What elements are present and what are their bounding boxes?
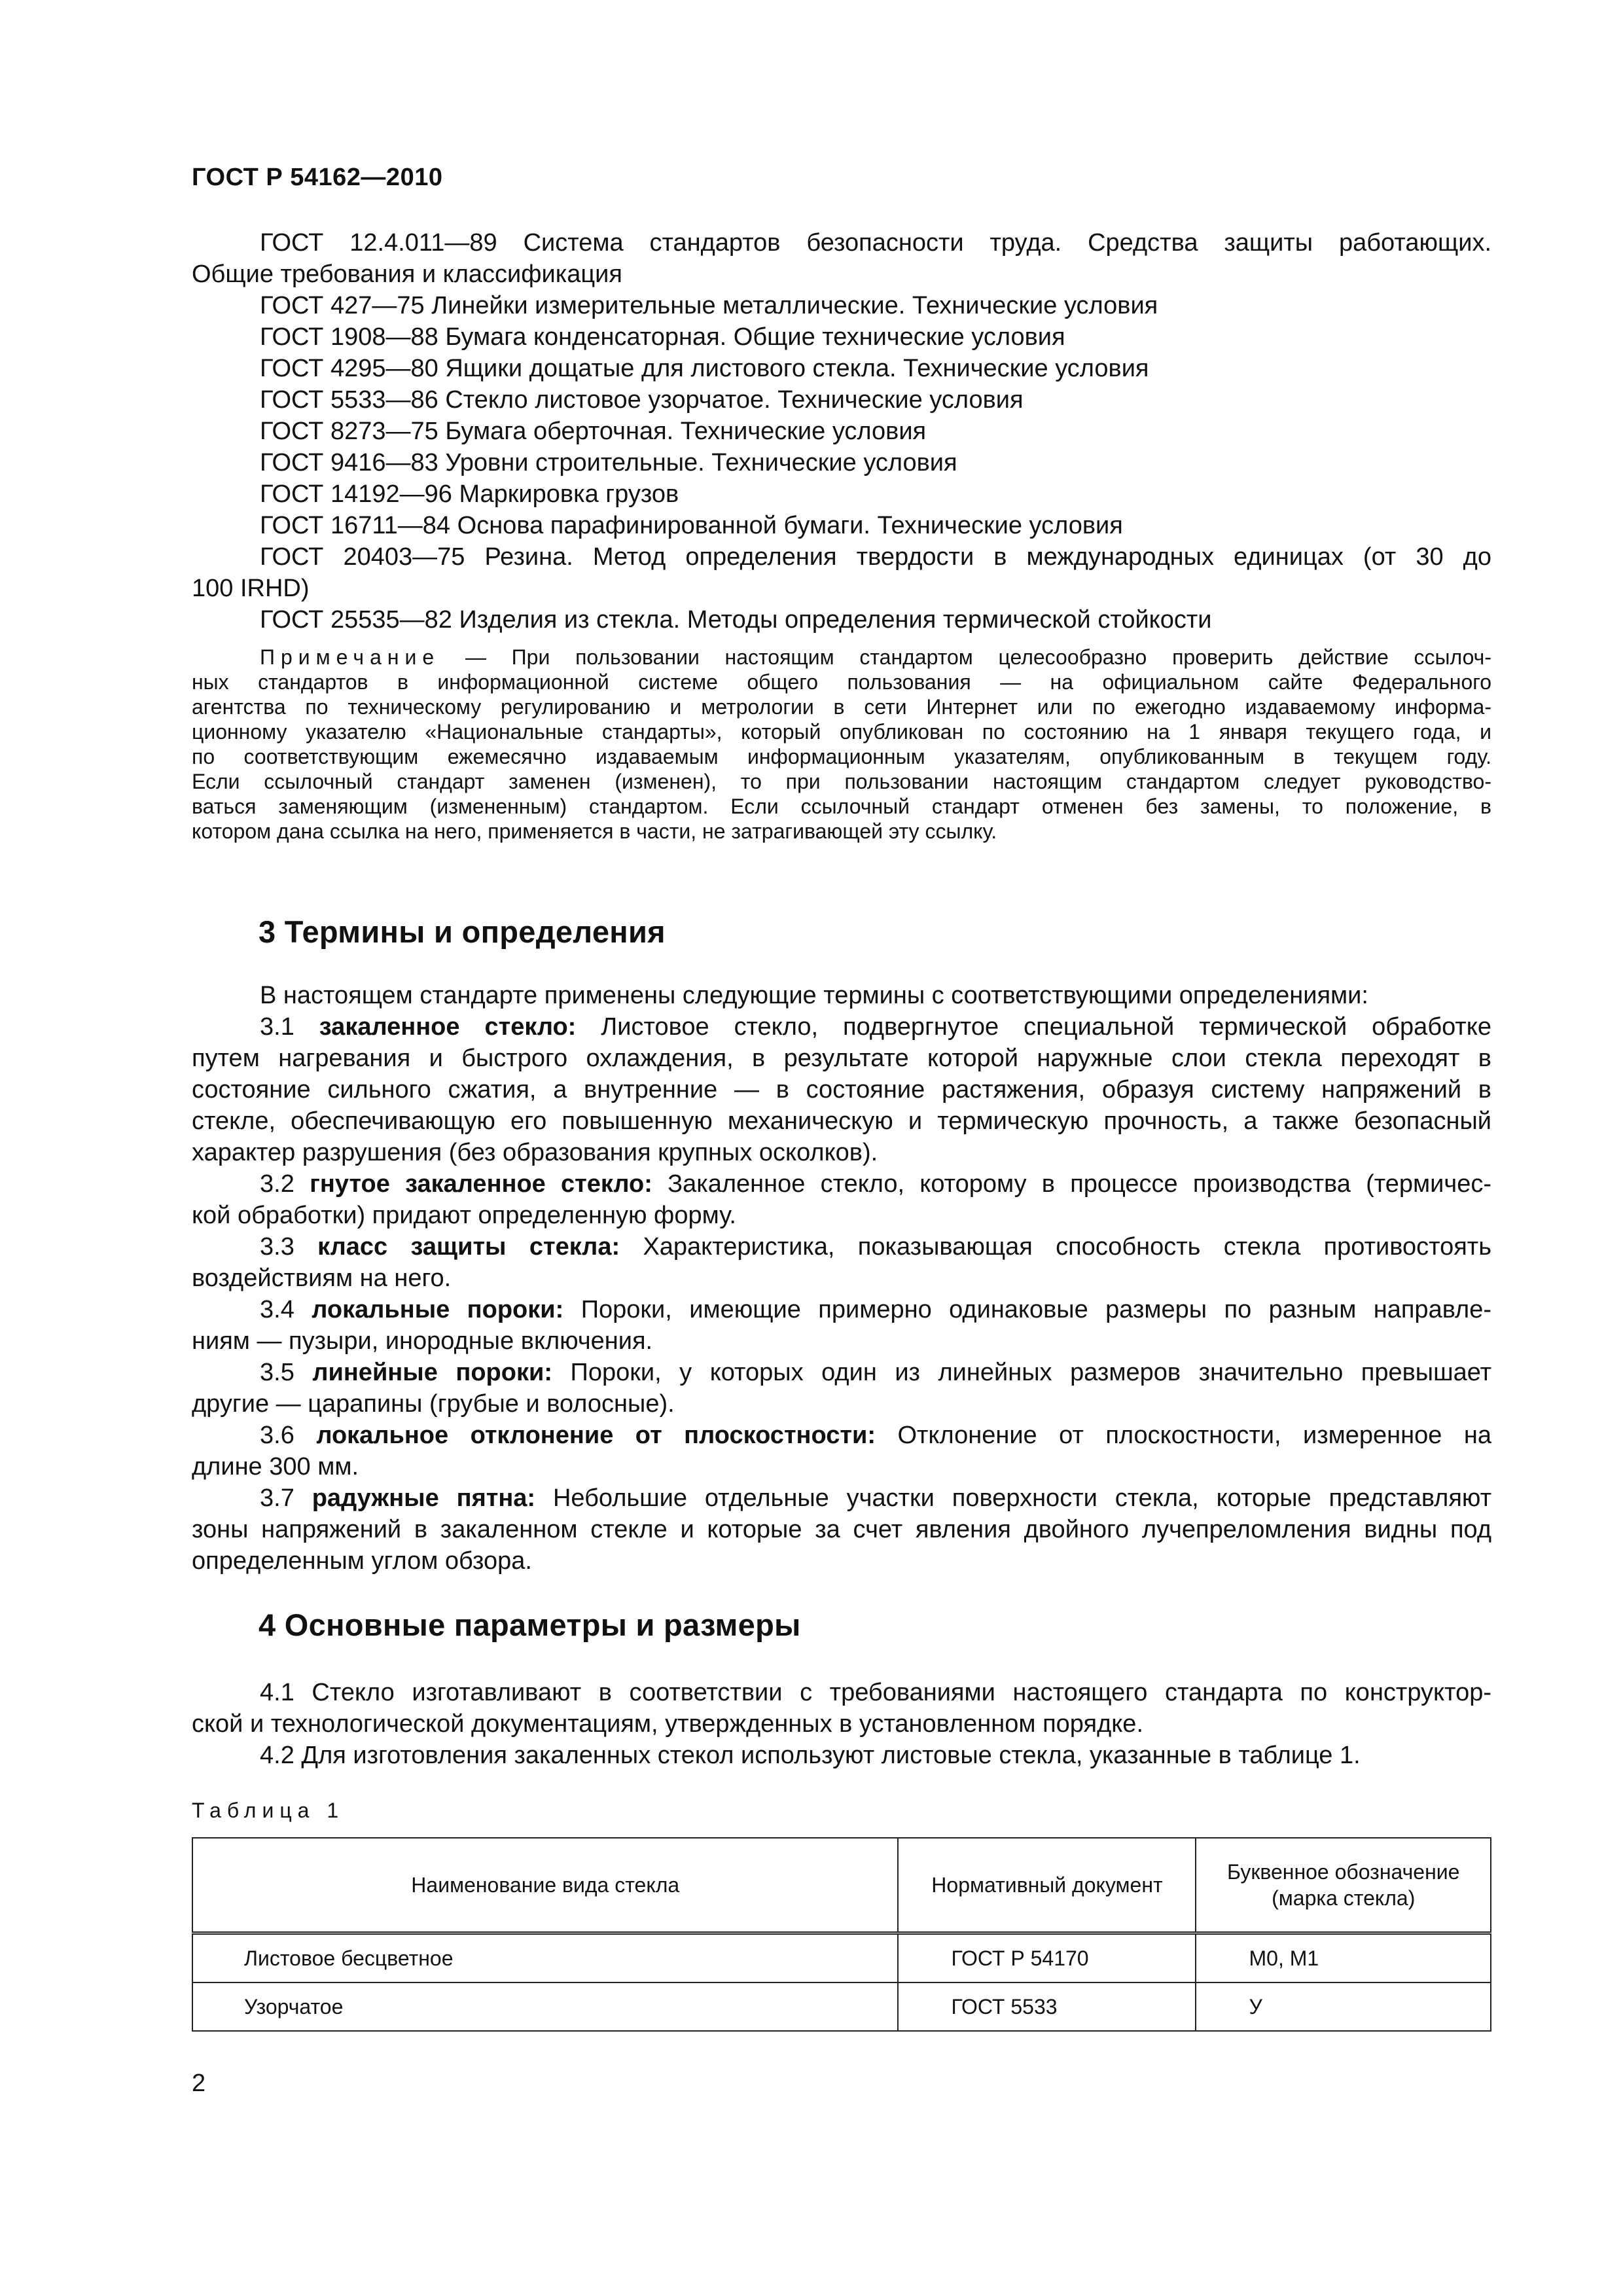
- paragraph-4-1: 4.1 Стекло изготавливают в соответствии с требованиями настоящего стандарта по конструктор-: [260, 1679, 1491, 1706]
- term-text: Характеристика, показывающая способность стекла противостоять: [643, 1233, 1491, 1261]
- table-cell: М0, М1: [1196, 1933, 1491, 1983]
- section-3-intro: В настоящем стандарте применены следующие термины с соответствующими определениями:: [260, 982, 1368, 1009]
- references-note: [192, 645, 1491, 844]
- reference-item: [192, 478, 1491, 510]
- reference-title: Основа парафинированной бумаги. Технические условия: [457, 512, 1123, 539]
- reference-item: [192, 604, 1491, 636]
- term-number: 3.5: [260, 1359, 294, 1386]
- reference-continuation: 100 IRHD): [192, 575, 310, 602]
- reference-code: ГОСТ 8273—75: [260, 418, 438, 445]
- reference-title: Ящики дощатые для листового стекла. Технические условия: [445, 355, 1149, 382]
- term-text: Пороки, у которых один из линейных размеров значительно превышает: [570, 1359, 1492, 1386]
- reference-code: ГОСТ 427—75: [260, 292, 425, 319]
- reference-title: Система стандартов безопасности труда. Средства защиты работающих.: [523, 229, 1491, 257]
- reference-title: Бумага конденсаторная. Общие технические условия: [445, 323, 1065, 351]
- term-text: стекле, обеспечивающую его повышенную механическую и термическую прочность, а также безопасный: [192, 1107, 1491, 1135]
- document-code-header: ГОСТ Р 54162—2010: [192, 164, 443, 191]
- note-line: Если ссылочный стандарт заменен (изменен), то при пользовании настоящим стандартом следует руководство-: [192, 770, 1491, 793]
- term-text: длине 300 мм.: [192, 1453, 359, 1480]
- reference-item: [192, 353, 1491, 384]
- term-text: Пороки, имеющие примерно одинаковые размеры по разным направле-: [580, 1296, 1491, 1323]
- reference-item: [192, 290, 1491, 321]
- term-text: путем нагревания и быстрого охлаждения, в результате которой наружные слои стекла переходят в: [192, 1045, 1491, 1072]
- reference-code: ГОСТ 14192—96: [260, 480, 452, 508]
- normative-references-list: [192, 227, 1491, 636]
- reference-title: Линейки измерительные металлические. Технические условия: [431, 292, 1158, 319]
- term-number: 3.4: [260, 1296, 294, 1323]
- note-line: котором дана ссылка на него, применяется в части, не затрагивающей эту ссылку.: [192, 819, 997, 843]
- term-text: состояние сильного сжатия, а внутренние — в состояние растяжения, образуя систему напряжений в: [192, 1076, 1491, 1103]
- term-definition: [192, 1011, 1491, 1168]
- term-text: другие — царапины (грубые и волосные).: [192, 1390, 675, 1418]
- term-definition: [192, 1168, 1491, 1231]
- term-number: 3.6: [260, 1422, 294, 1449]
- reference-code: ГОСТ 5533—86: [260, 386, 438, 414]
- term-number: 3.3: [260, 1233, 294, 1261]
- term-number: 3.1: [260, 1013, 294, 1041]
- page-number: 2: [192, 2070, 206, 2097]
- paragraph-4-1-cont: ской и технологической документациям, утвержденных в установленном порядке.: [192, 1710, 1144, 1738]
- term-definition: [192, 1294, 1491, 1357]
- reference-item: [192, 227, 1491, 259]
- table-caption: Таблица 1: [192, 1799, 345, 1822]
- column-header-glass-type: Наименование вида стекла: [192, 1838, 898, 1933]
- term-text: Отклонение от плоскостности, измеренное на: [897, 1422, 1492, 1449]
- reference-item: [192, 384, 1491, 416]
- reference-code: ГОСТ 25535—82: [260, 606, 452, 634]
- section-4-body: [192, 1677, 1491, 1771]
- reference-code: ГОСТ 20403—75: [260, 543, 465, 571]
- reference-continuation: Общие требования и классификация: [192, 260, 622, 288]
- reference-title: Стекло листовое узорчатое. Технические условия: [445, 386, 1024, 414]
- reference-title: Резина. Метод определения твердости в международных единицах (от 30 до: [484, 543, 1491, 571]
- reference-item: [192, 416, 1491, 447]
- terms-and-definitions: [192, 980, 1491, 1577]
- reference-code: ГОСТ 12.4.011—89: [260, 229, 497, 257]
- note-line: ционному указателю «Национальные стандарты», который опубликован по состоянию на 1 января текущего года, и: [192, 720, 1491, 744]
- reference-code: ГОСТ 4295—80: [260, 355, 438, 382]
- reference-code: ГОСТ 9416—83: [260, 449, 438, 476]
- table-header-row: [192, 1838, 1491, 1933]
- term-name: линейные пороки:: [312, 1359, 552, 1386]
- paragraph-4-2: 4.2 Для изготовления закаленных стекол используют листовые стекла, указанные в таблице 1.: [260, 1742, 1361, 1769]
- reference-title: Изделия из стекла. Методы определения термической стойкости: [459, 606, 1212, 634]
- table-row: [192, 1933, 1491, 1983]
- column-header-letter-designation: Буквенное обозначение (марка стекла): [1196, 1838, 1491, 1933]
- reference-title: Маркировка грузов: [459, 480, 679, 508]
- table-cell: Листовое бесцветное: [192, 1933, 898, 1983]
- table-cell: Узорчатое: [192, 1982, 898, 2031]
- table-cell: ГОСТ 5533: [898, 1982, 1196, 2031]
- note-line: по соответствующим ежемесячно издаваемым информационным указателям, опубликованным в текущем году.: [192, 745, 1491, 768]
- section-3-heading: 3 Термины и определения: [259, 914, 666, 949]
- note-line: Примечание — При пользовании настоящим стандартом целесообразно проверить действие ссылоч-: [260, 645, 1492, 669]
- reference-item: [192, 321, 1491, 353]
- table-cell: У: [1196, 1982, 1491, 2031]
- note-line: ваться заменяющим (измененным) стандартом. Если ссылочный стандарт отменен без замены, то положение, в: [192, 795, 1491, 818]
- term-text: зоны напряжений в закаленном стекле и которые за счет явления двойного лучепреломления видны под: [192, 1516, 1491, 1543]
- table-cell: ГОСТ Р 54170: [898, 1933, 1196, 1983]
- term-text: кой обработки) придают определенную форму.: [192, 1202, 736, 1229]
- term-name: закаленное стекло:: [319, 1013, 577, 1041]
- note-label: Примечание: [260, 645, 440, 669]
- term-text: Листовое стекло, подвергнутое специальной термической обработке: [601, 1013, 1491, 1041]
- term-name: локальное отклонение от плоскостности:: [316, 1422, 876, 1449]
- term-text: Небольшие отдельные участки поверхности стекла, которые представляют: [552, 1484, 1491, 1512]
- term-name: класс защиты стекла:: [317, 1233, 620, 1261]
- glass-types-table: [192, 1837, 1491, 2032]
- term-text: Закаленное стекло, которому в процессе производства (термичес-: [668, 1170, 1491, 1198]
- reference-item: [192, 510, 1491, 541]
- term-text: характер разрушения (без образования крупных осколков).: [192, 1139, 878, 1166]
- term-definition: [192, 1357, 1491, 1420]
- column-header-normative-document: Нормативный документ: [898, 1838, 1196, 1933]
- term-text: ниям — пузыри, инородные включения.: [192, 1327, 653, 1355]
- term-number: 3.7: [260, 1484, 294, 1512]
- term-definition: [192, 1420, 1491, 1482]
- reference-item: [192, 447, 1491, 478]
- section-4-heading: 4 Основные параметры и размеры: [259, 1607, 801, 1642]
- reference-item: [192, 541, 1491, 573]
- term-name: гнутое закаленное стекло:: [310, 1170, 652, 1198]
- reference-code: ГОСТ 16711—84: [260, 512, 451, 539]
- term-text: воздействиям на него.: [192, 1265, 452, 1292]
- term-number: 3.2: [260, 1170, 294, 1198]
- table-row: [192, 1982, 1491, 2031]
- reference-title: Бумага оберточная. Технические условия: [445, 418, 927, 445]
- term-text: определенным углом обзора.: [192, 1547, 532, 1575]
- note-line: ных стандартов в информационной системе общего пользования — на официальном сайте Федерального: [192, 670, 1491, 694]
- term-name: радужные пятна:: [312, 1484, 536, 1512]
- note-line: агентства по техническому регулированию и метрологии в сети Интернет или по ежегодно издаваемому информа-: [192, 695, 1491, 719]
- term-definition: [192, 1231, 1491, 1294]
- term-name: локальные пороки:: [312, 1296, 564, 1323]
- reference-title: Уровни строительные. Технические условия: [445, 449, 957, 476]
- reference-code: ГОСТ 1908—88: [260, 323, 438, 351]
- term-definition: [192, 1482, 1491, 1577]
